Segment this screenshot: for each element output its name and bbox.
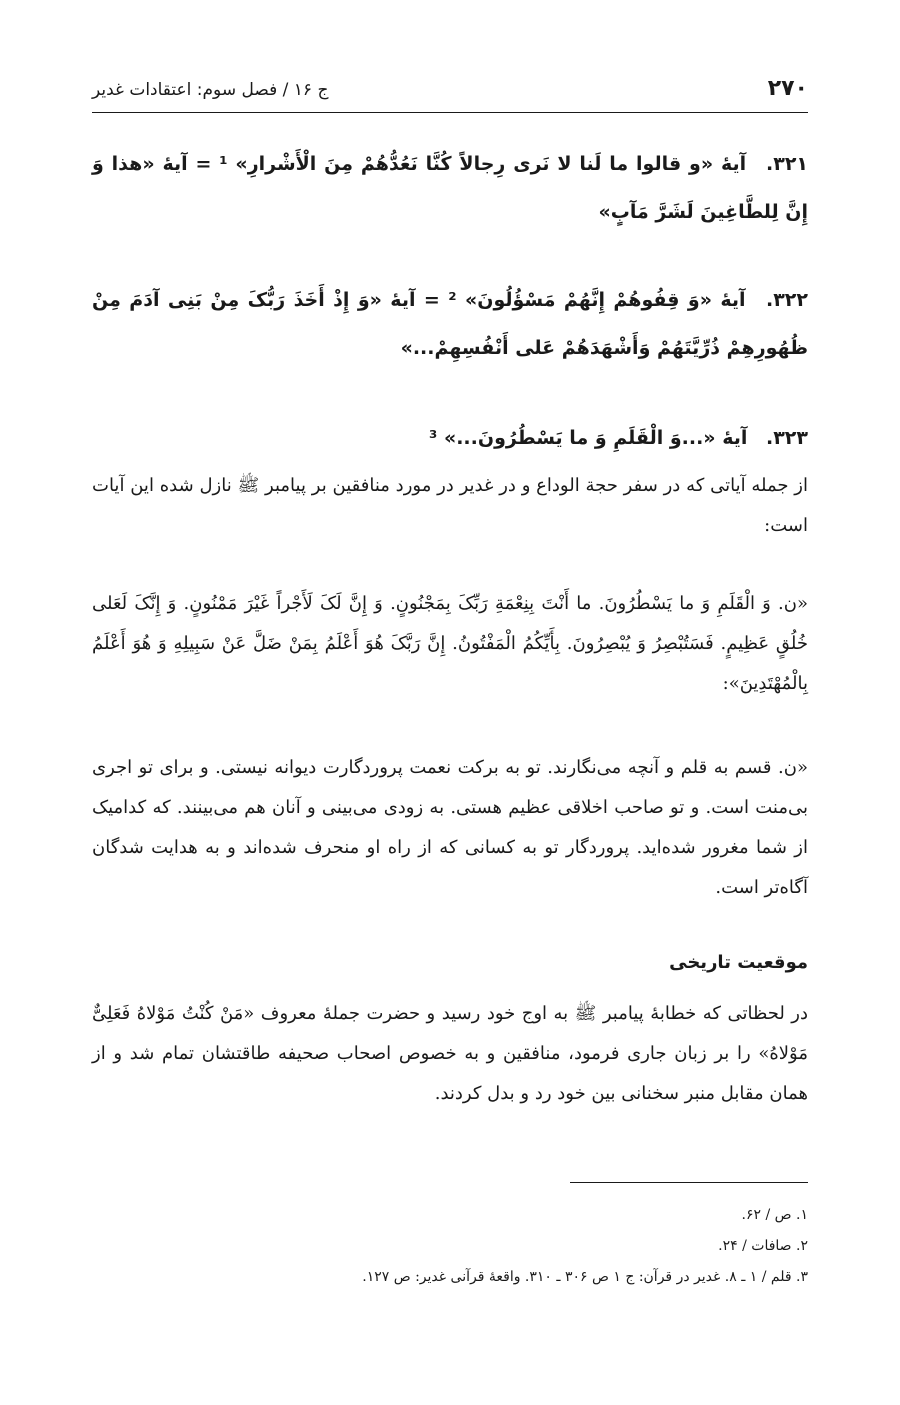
running-head: ج ۱۶ / فصل سوم: اعتقادات غدیر (92, 80, 329, 100)
entry-text: آیۀ «وَ قِفُوهُمْ إِنَّهُمْ مَسْؤُلُونَ» ² = آیۀ «وَ إِذْ أَخَذَ رَبُّکَ مِنْ بَنِی آدَمَ مِنْ ظُهُورِهِمْ ذُرِّیَّتَهُمْ وَأَشْهَدَهُمْ عَلی أَنْفُسِهِمْ...» (92, 289, 808, 359)
book-page (92, 0, 808, 1405)
footnote-3: ۳. قلم / ۱ ـ ۸. غدیر در قرآن: ج ۱ ص ۳۰۶ ـ ۳۱۰. واقعۀ قرآنی غدیر: ص ۱۲۷. (362, 1269, 808, 1285)
history-paragraph: در لحظاتی که خطابۀ پیامبر ﷺ به اوج خود رسید و حضرت جملۀ معروف «مَنْ کُنْتُ مَوْلاهُ فَعَلِیٌّ مَوْلاهُ» را بر زبان جاری فرمود، منافقین و به خصوص اصحاب صحیفه طاقتشان تمام شد و از همان مقابل منبر سخنانی بین خود رد و بدل کردند. (92, 1003, 808, 1104)
page-header (92, 72, 808, 113)
entry-number: ۳۲۲. (765, 289, 808, 311)
page-number: ۲۷۰ (767, 76, 808, 101)
footnotes (92, 1200, 808, 1293)
intro-paragraph: از جمله آیاتی که در سفر حجة الوداع و در غدیر در مورد منافقین بر پیامبر ﷺ نازل شده این آیات است: (92, 475, 808, 536)
entry-321 (92, 140, 808, 236)
footnote-1: ۱. ص / ۶۲. (741, 1207, 808, 1223)
footnote-2: ۲. صافات / ۲۴. (718, 1238, 808, 1254)
entry-number: ۳۲۱. (766, 153, 809, 175)
entry-323 (92, 414, 808, 462)
entry-text: آیۀ «و قالوا ما لَنا لا نَری رِجالاً کُنَّا نَعُدُّهُمْ مِنَ الْأَشْرارِ» ¹ = آیۀ «هذا وَ إِنَّ لِلطَّاغِینَ لَشَرَّ مَآبٍ» (92, 153, 808, 223)
section-subheading: موقعیت تاریخی (669, 952, 808, 973)
entry-number: ۳۲۳. (765, 427, 808, 449)
quran-verse: «ن. وَ الْقَلَمِ وَ ما یَسْطُرُونَ. ما أَنْتَ بِنِعْمَةِ رَبِّکَ بِمَجْنُونٍ. وَ إِنَّ لَکَ لَأَجْراً غَیْرَ مَمْنُونٍ. وَ إِنَّکَ لَعَلی خُلُقٍ عَظِیمٍ. فَسَتُبْصِرُ وَ یُبْصِرُونَ. بِأَیِّکُمُ الْمَفْتُونُ. إِنَّ رَبَّکَ هُوَ أَعْلَمُ بِمَنْ ضَلَّ عَنْ سَبِیلِهِ وَ هُوَ أَعْلَمُ بِالْمُهْتَدِینَ»: (92, 593, 808, 694)
translation-paragraph: «ن. قسم به قلم و آنچه می‌نگارند. تو به برکت نعمت پروردگارت دیوانه نیستی. و برای تو اجری بی‌منت است. و تو صاحب اخلاقی عظیم هستی. به زودی می‌بینی و آنان هم می‌بینند. که کدامیک از شما مغرور شده‌اید. پروردگار تو به کسانی که از راه او منحرف شده‌اند و به هدایت شدگان آگاه‌تر است. (92, 757, 808, 898)
entry-322 (92, 276, 808, 372)
entry-text: آیۀ «...وَ الْقَلَمِ وَ ما یَسْطُرُونَ...» ³ (429, 427, 748, 449)
footnote-divider (570, 1182, 808, 1183)
